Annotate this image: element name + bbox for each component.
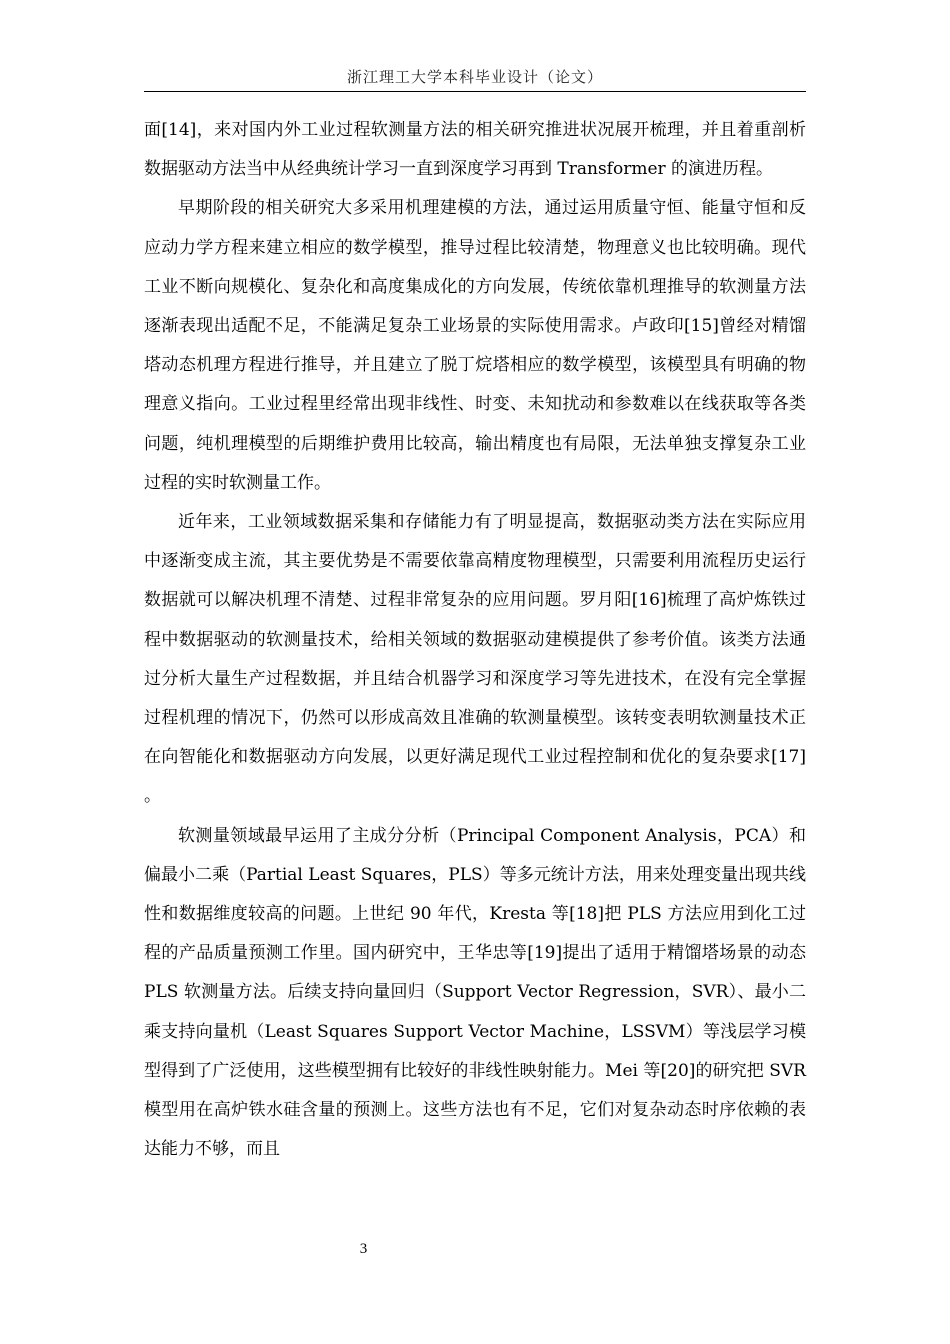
page-number: 3 bbox=[359, 1241, 368, 1257]
body-text bbox=[144, 111, 806, 1169]
paragraph-statistical-methods: 软测量领域最早运用了主成分分析（Principal Component Analysis，PCA）和偏最小二乘（Partial Least Squares，PLS）等多元统计方法，用来处理变量出现共线性和数据维度较高的问题。上世纪 90 年代，Kresta 等[18]把 PLS 方法应用到化工过程的产品质量预测工作里。国内研究中，王华忠等[19]提出了适用于精馏塔场景的动态 PLS 软测量方法。后续支持向量回归（Support Vector Regression，SVR）、最小二乘支持向量机（Least Squares Support Vector Machine，LSSVM）等浅层学习模型得到了广泛使用，这些模型拥有比较好的非线性映射能力。Mei 等[20]的研究把 SVR 模型用在高炉铁水硅含量的预测上。这些方法也有不足，它们对复杂动态时序依赖的表达能力不够，而且 bbox=[144, 825, 806, 1160]
header-title: 浙江理工大学本科毕业设计（论文） bbox=[346, 68, 603, 86]
page-header bbox=[144, 64, 806, 92]
paragraph-data-driven: 近年来，工业领域数据采集和存储能力有了明显提高，数据驱动类方法在实际应用中逐渐变成主流，其主要优势是不需要依靠高精度物理模型，只需要利用流程历史运行数据就可以解决机理不清楚、过程非常复杂的应用问题。罗月阳[16]梳理了高炉炼铁过程中数据驱动的软测量技术，给相关领域的数据驱动建模提供了参考价值。该类方法通过分析大量生产过程数据，并且结合机器学习和深度学习等先进技术，在没有完全掌握过程机理的情况下，仍然可以形成高效且准确的软测量模型。该转变表明软测量技术正在向智能化和数据驱动方向发展，以更好满足现代工业过程控制和优化的复杂要求[17]。 bbox=[144, 512, 806, 807]
paragraph-continuation: 面[14]，来对国内外工业过程软测量方法的相关研究推进状况展开梳理，并且着重剖析数据驱动方法当中从经典统计学习一直到深度学习再到 Transformer 的演进历程。 bbox=[144, 120, 806, 180]
paragraph-mechanism-modeling: 早期阶段的相关研究大多采用机理建模的方法，通过运用质量守恒、能量守恒和反应动力学方程来建立相应的数学模型，推导过程比较清楚，物理意义也比较明确。现代工业不断向规模化、复杂化和高度集成化的方向发展，传统依靠机理推导的软测量方法逐渐表现出适配不足，不能满足复杂工业场景的实际使用需求。卢政印[15]曾经对精馏塔动态机理方程进行推导，并且建立了脱丁烷塔相应的数学模型，该模型具有明确的物理意义指向。工业过程里经常出现非线性、时变、未知扰动和参数难以在线获取等各类问题，纯机理模型的后期维护费用比较高，输出精度也有局限，无法单独支撑复杂工业过程的实时软测量工作。 bbox=[144, 198, 806, 493]
